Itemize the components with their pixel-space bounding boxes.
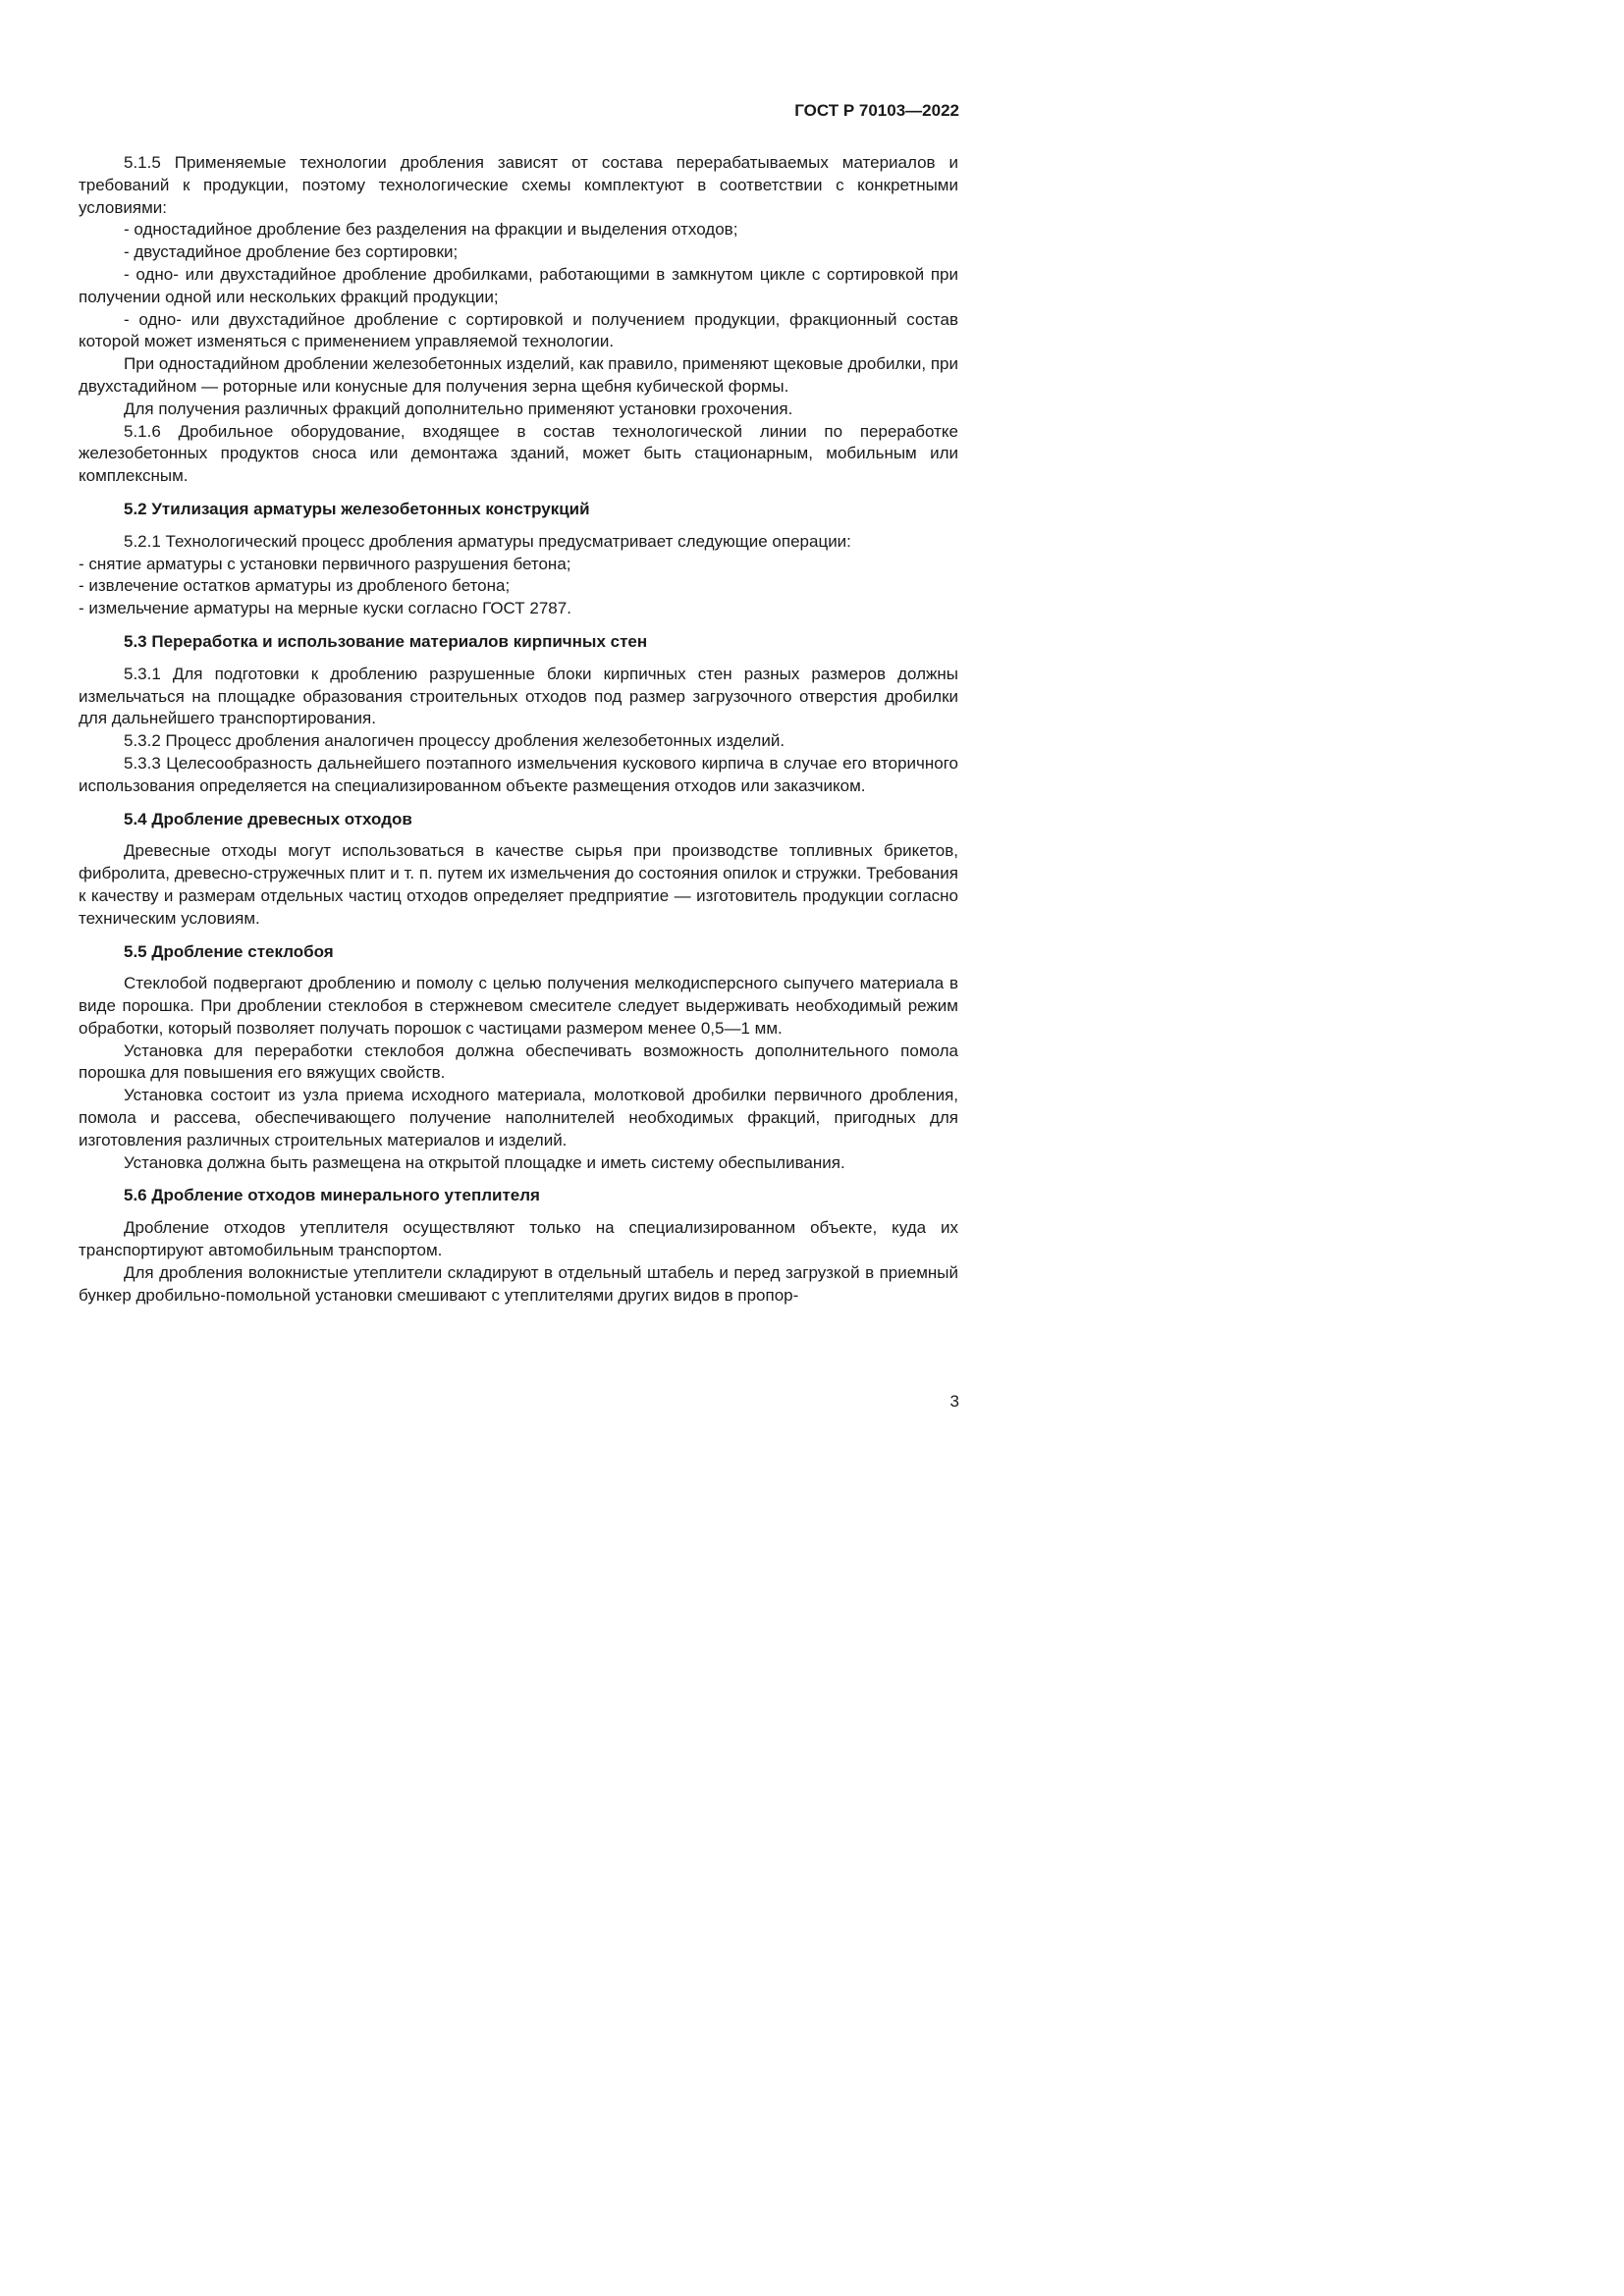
paragraph: Для дробления волокнистые утеплители складируют в отдельный штабель и перед загрузкой в приемный бункер дробильно-помольной установки смешивают с утеплителями других видов в пропор- <box>79 1262 958 1305</box>
list-item: - извлечение остатков арматуры из дробленого бетона; <box>79 576 511 596</box>
section-heading: 5.4 Дробление древесных отходов <box>124 809 412 828</box>
paragraph: Установка состоит из узла приема исходного материала, молотковой дробилки первичного дробления, помола и рассева, обеспечивающего получение наполнителей необходимых фракций, пригодных для изготовления различных строительных материалов и изделий. <box>79 1086 958 1149</box>
document-page <box>0 0 1083 1531</box>
section-heading: 5.5 Дробление стеклобоя <box>124 941 334 961</box>
paragraph: 5.1.6 Дробильное оборудование, входящее в состав технологической линии по переработке железобетонных продуктов сноса или демонтажа зданий, может быть стационарным, мобильным или комплексным. <box>79 421 958 486</box>
paragraph: Стеклобой подвергают дроблению и помолу с целью получения мелкодисперсного сыпучего материала в виде порошка. При дроблении стеклобоя в стержневом смесителе следует выдерживать необходимый режим обработки, который позволяет получать порошок с частицами размером менее 0,5—1 мм. <box>79 974 958 1038</box>
paragraph: 5.2.1 Технологический процесс дробления арматуры предусматривает следующие операции: <box>124 531 851 551</box>
paragraph: 5.1.5 Применяемые технологии дробления зависят от состава перерабатываемых материалов и требований к продукции, поэтому технологические схемы комплектуют в соответствии с конкретными условиями: <box>79 153 958 217</box>
page-number: 3 <box>949 1392 959 1411</box>
paragraph: Дробление отходов утеплителя осуществляют только на специализированном объекте, куда их транспортируют автомобильным транспортом. <box>79 1218 958 1260</box>
paragraph: 5.3.1 Для подготовки к дроблению разрушенные блоки кирпичных стен разных размеров должны измельчаться на площадке образования строительных отходов под размер загрузочного отверстия дробилки для дальнейшего транспортирования. <box>79 664 958 728</box>
list-item: - одно- или двухстадийное дробление дробилками, работающими в замкнутом цикле с сортировкой при получении одной или нескольких фракций продукции; <box>79 264 958 306</box>
list-item: - одно- или двухстадийное дробление с сортировкой и получением продукции, фракционный состав которой может изменяться с применением управляемой технологии. <box>79 309 958 351</box>
document-number: ГОСТ Р 70103—2022 <box>794 101 959 120</box>
paragraph: При одностадийном дроблении железобетонных изделий, как правило, применяют щековые дробилки, при двухстадийном — роторные или конусные для получения зерна щебня кубической формы. <box>79 354 958 396</box>
paragraph: Древесные отходы могут использоваться в качестве сырья при производстве топливных брикетов, фибролита, древесно-стружечных плит и т. п. путем их измельчения до состояния опилок и стружки. Требования к качеству и размерам отдельных частиц отходов определяет предприятие — изготовитель продукции согласно техническим условиям. <box>79 841 958 928</box>
paragraph: Установка должна быть размещена на открытой площадке и иметь систему обеспыливания. <box>124 1152 845 1172</box>
list-item: - снятие арматуры с установки первичного разрушения бетона; <box>79 554 571 573</box>
section-heading: 5.2 Утилизация арматуры железобетонных конструкций <box>124 499 590 518</box>
list-item: - измельчение арматуры на мерные куски согласно ГОСТ 2787. <box>79 599 571 618</box>
list-item: - двустадийное дробление без сортировки; <box>124 242 459 262</box>
paragraph: Для получения различных фракций дополнительно применяют установки грохочения. <box>124 399 793 418</box>
section-heading: 5.6 Дробление отходов минерального утеплителя <box>124 1186 540 1205</box>
paragraph: 5.3.3 Целесообразность дальнейшего поэтапного измельчения кускового кирпича в случае его вторичного использования определяется на специализированном объекте размещения отходов или заказчиком. <box>79 753 958 795</box>
document-body <box>79 152 958 1307</box>
section-heading: 5.3 Переработка и использование материалов кирпичных стен <box>124 631 648 651</box>
paragraph: 5.3.2 Процесс дробления аналогичен процессу дробления железобетонных изделий. <box>124 731 785 751</box>
list-item: - одностадийное дробление без разделения на фракции и выделения отходов; <box>124 220 738 240</box>
paragraph: Установка для переработки стеклобоя должна обеспечивать возможность дополнительного помола порошка для повышения его вяжущих свойств. <box>79 1041 958 1083</box>
